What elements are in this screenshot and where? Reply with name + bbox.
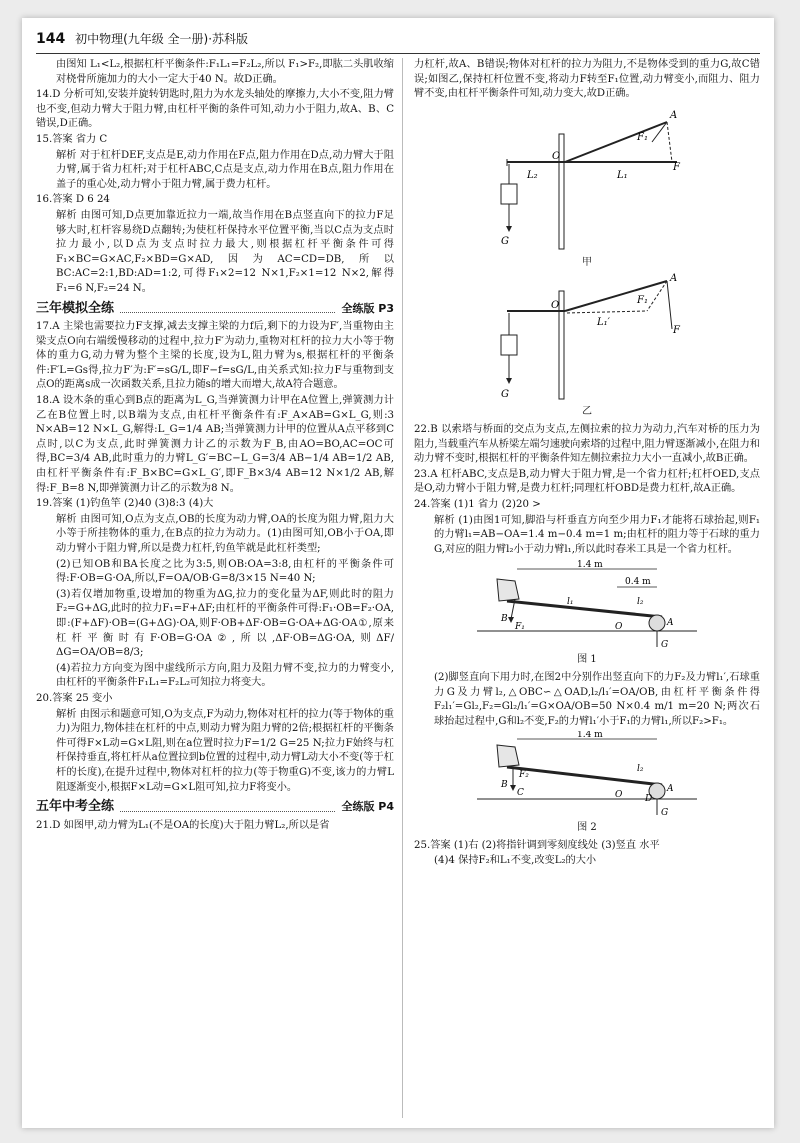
label-F1: F₁ (515, 622, 525, 633)
book-title: 初中物理(九年级 全一册)·苏科版 (75, 32, 249, 46)
answer-14: 14.D 分析可知,安装并旋转钥匙时,阻力为水龙头轴处的摩擦力,大小不变,阻力臂也不变,但动力臂大于阻力臂,由杠杆平衡的条件可知,动力小于阻力,故A、B、C错误,D正确。 (36, 89, 394, 130)
explanation-16: 解析 由图可知,D点更加靠近拉力一端,故当作用在B点竖直向下的拉力F足够大时,杠杆容易绕D点翻转;为使杠杆保持水平位置平衡,当以C点为支点时拉力最小,以D点为支点时拉力最大,则根据杠杆平衡条件可得F₁×BC=G×AC,F₂×BD=G×AD,因为AC=CD=DB,所以BC:AC=2:1,BD:AD=1:2,可得F₁×2=12 N×1,F₂×1=12 N×2,解得F₁=6 N,F₂=24 N。 (56, 209, 394, 294)
label-L2: L₂ (527, 169, 538, 181)
explanation-20: 解析 由图示和题意可知,O为支点,F为动力,物体对杠杆的拉力(等于物体的重力)为阻力,物体挂在杠杆的中点,则动力臂为阻力臂的2倍;根据杠杆的平衡条件可得F×L动=G×L阻,则在a位置时拉力F=1/2 G=25 N;拉力F始终与杠杆保持垂直,将杠杆从a位置拉到b位置的过程中,动力臂L动大小不变(等于杠杆的长度),在提升过程中,物体对杠杆的拉力(等于物重G)不变,该力的力臂L阻逐渐变小,根据F×L动=G×L阻可知,拉力F将变小。 (56, 708, 394, 793)
label-G: G (661, 808, 669, 819)
figure-1 (477, 559, 697, 651)
label-L1: L₁ (617, 169, 628, 181)
left-column (36, 58, 394, 834)
page-number: 144 (36, 31, 66, 47)
label-O: O (615, 622, 623, 633)
label-G: G (501, 389, 509, 401)
answer-21-continued: 力杠杆,故A、B错误;物体对杠杆的拉力为阻力,不是物体受到的重力G,故C错误;如图乙,保持杠杆位置不变,将动力F转至F₁位置,动力臂变小,而阻力、阻力臂不变,由杠杆平衡条件可知,动力变大,故D正确。 (414, 59, 760, 100)
page-header (36, 30, 248, 47)
figure-jia-caption: 甲 (582, 256, 592, 268)
label-G: G (661, 640, 669, 651)
answer-17: 17.A 主梁也需要拉力F支撑,减去支撑主梁的力f后,剩下的力设为F′,当重物由主梁支点O向右端缓慢移动的过程中,拉力F′为动力,重物对杠杆的拉力大小等于物体的重力G,动力臂为整个主梁的长度,设为L,阻力臂为s,根据杠杆的平衡条件:F′L=Gs得,拉力F′为:F′=sG/L,即F−f=sG/L,由关系式知:拉力F与重物到支点O的距离s成一次函数关系,且拉力随s的增大而增大,故A符合题意。 (36, 321, 394, 391)
page (22, 18, 774, 1128)
label-F: F (673, 161, 680, 173)
right-column (414, 58, 760, 870)
label-distance-1-4m: 1.4 m (577, 560, 603, 571)
answer-21: 21.D 如图甲,动力臂为L₁(不是OA的长度)大于阻力臂L₂,所以是省 (36, 819, 330, 831)
figure-yi (487, 273, 687, 403)
section-dots (120, 803, 335, 812)
figure-2 (477, 731, 697, 819)
label-B: B (501, 780, 508, 791)
label-B: B (501, 614, 508, 625)
label-A: A (670, 273, 678, 285)
section-heading-three-year (36, 302, 394, 317)
column-divider (402, 58, 403, 1118)
explanation-15: 解析 对于杠杆DEF,支点是E,动力作用在F点,阻力作用在D点,动力臂大于阻力臂,属于省力杠杆;对于杠杆ABC,C点是支点,动力作用在B点,阻力作用在盖子的重心处,动力臂小于阻力臂,属于费力杠杆。 (56, 149, 394, 190)
figure-1-caption: 图 1 (577, 654, 597, 666)
figure-2-caption: 图 2 (577, 822, 597, 834)
answer-22: 22.B 以索塔与桥面的交点为支点,左侧拉索的拉力为动力,汽车对桥的压力为阻力,当载重汽车从桥梁左端匀速驶向索塔的过程中,阻力臂逐渐减小,在阻力和动力臂不变时,根据杠杆的平衡条件知左侧拉索拉力大小一直减小,故B正确。 (414, 423, 760, 465)
section-title: 五年中考全练 (36, 799, 115, 815)
explanation-19-2: (2)已知OB和BA长度之比为3:5,则OB:OA=3:8,由杠杆的平衡条件可得:F·OB=G·OA,所以,F=OA/OB·G=8/3×15 N=40 N; (56, 558, 394, 585)
figure-yi-caption: 乙 (582, 406, 592, 418)
label-O: O (552, 150, 561, 162)
label-F: F (673, 325, 680, 337)
label-O: O (551, 300, 560, 312)
answer-24: 24.答案 (1)1 省力 (2)20 > (414, 498, 541, 510)
explanation-19-3: (3)若仅增加物重,设增加的物重为ΔG,拉力的变化量为ΔF,则此时的阻力F₂=G+ΔG,此时的拉力F₁=F+ΔF;由杠杆的平衡条件可得:F₁·OB=F₂·OA,即:(F+ΔF)·OB=(G+ΔG)·OA,则F·OB+ΔF·OB=G·OA+ΔG·OA①,原来杠杆平衡时有F·OB=G·OA②,所以,ΔF·OB=ΔG·OA,则ΔF/ΔG=OA/OB=8/3; (56, 588, 394, 659)
explanation-24-1: 解析 (1)由图1可知,脚沿与杆垂直方向至少用力F₁才能将石球抬起,则F₁的力臂l₁=AB−OA=1.4 m−0.4 m=1 m;由杠杆的阻力等于石球的重力G,对应的阻力臂l₂小于动力臂l₁,所以此时春米工具是一个省力杠杆。 (434, 514, 760, 555)
figure-jia (487, 104, 687, 254)
answer-18: 18.A 设木条的重心到B点的距离为L_G,当弹簧测力计甲在A位置上,弹簧测力计乙在B位置上时,以B端为支点,由杠杆平衡条件有:F_A×AB=G×L_G,则:3 N×AB=12 N×L_G,解得:L_G=1/4 AB;当弹簧测力计甲的位置从A点平移到C点时,以C为支点,此时弹簧测力计乙的示数为F_B,由AO=BO,AC=OC可得,BC=3/4 AB,此时重力的力臂L_G′=BC−L_G=3/4 AB−1/4 AB=1/2 AB,由杠杆平衡条件有:F_B×BC=G×L_G′,即F_B×3/4 AB=12 N×1/2 AB,解得:F_B=8 N,即弹簧测力计乙的示数为8 N。 (36, 395, 394, 494)
answer-19: 19.答案 (1)钓鱼竿 (2)40 (3)8:3 (4)大 (36, 498, 214, 510)
answer-25-part4: (4)4 保持F₂和L₁不变,改变L₂的大小 (434, 855, 597, 867)
label-C: C (517, 788, 524, 799)
label-G: G (501, 235, 509, 247)
label-L1-prime: L₁′ (597, 317, 610, 329)
answer-20: 20.答案 25 变小 (36, 692, 113, 704)
label-A: A (670, 109, 678, 121)
label-F2: F₂ (519, 770, 529, 781)
section-dots (120, 304, 335, 313)
section-ref: 全练版 P3 (341, 301, 394, 315)
label-distance-1-4m: 1.4 m (577, 731, 603, 741)
label-O: O (615, 790, 623, 801)
answer-23: 23.A 杠杆ABC,支点是B,动力臂大于阻力臂,是一个省力杠杆;杠杆OED,支点是O,动力臂小于阻力臂,是费力杠杆;同理杠杆OBD是费力杠杆,故A正确。 (414, 468, 760, 495)
answer-25: 25.答案 (1)右 (2)将指针调到零刻度线处 (3)竖直 水平 (414, 839, 660, 851)
label-l2: l₂ (637, 597, 644, 608)
section-heading-five-year (36, 800, 394, 815)
section-title: 三年模拟全练 (36, 300, 115, 316)
header-divider (36, 53, 760, 54)
paragraph-intro: 由图知 L₁<L₂,根据杠杆平衡条件:F₁L₁=F₂L₂,所以 F₁>F₂,即肱二头肌收缩对桡骨所施加力的大小一定大于40 N。故D正确。 (56, 59, 394, 85)
explanation-24-2: (2)脚竖直向下用力时,在图2中分别作出竖直向下的力F₂及力臂l₁′,石球重力G及力臂l₂,△OBC∽△OAD,l₂/l₁′=OA/OB,由杠杆平衡条件得F₂l₁′=Gl₂,F₂=Gl₂/l₁′=G×OA/OB=50 N×0.4 m/1 m=20 N;两次石球抬起过程中,G和l₂不变,F₂的力臂l₁′小于F₁的力臂l₁,所以F₂>F₁。 (434, 671, 760, 727)
section-ref: 全练版 P4 (341, 800, 394, 814)
label-A: A (667, 618, 674, 629)
label-F1: F₁ (637, 131, 648, 143)
answer-16: 16.答案 D 6 24 (36, 194, 110, 206)
label-l2: l₂ (637, 764, 644, 775)
label-D: D (645, 794, 653, 805)
label-distance-0-4m: 0.4 m (625, 577, 651, 588)
label-F1: F₁ (637, 295, 648, 307)
explanation-19-4: (4)若拉力方向变为图中虚线所示方向,阻力及阻力臂不变,拉力的力臂变小,由杠杆的平衡条件F₁L₁=F₂L₂可知拉力将变大。 (56, 662, 394, 689)
explanation-19-1: 解析 由图可知,O点为支点,OB的长度为动力臂,OA的长度为阻力臂,阻力大小等于所挂物体的重力,在B点的拉力为动力。(1)由图可知,OB小于OA,即动力臂小于阻力臂,所以是费力杠杆,钓鱼竿就是此杠杆类型; (56, 513, 394, 554)
label-l1: l₁ (567, 597, 574, 608)
label-A: A (667, 784, 674, 795)
answer-15: 15.答案 省力 C (36, 133, 108, 145)
